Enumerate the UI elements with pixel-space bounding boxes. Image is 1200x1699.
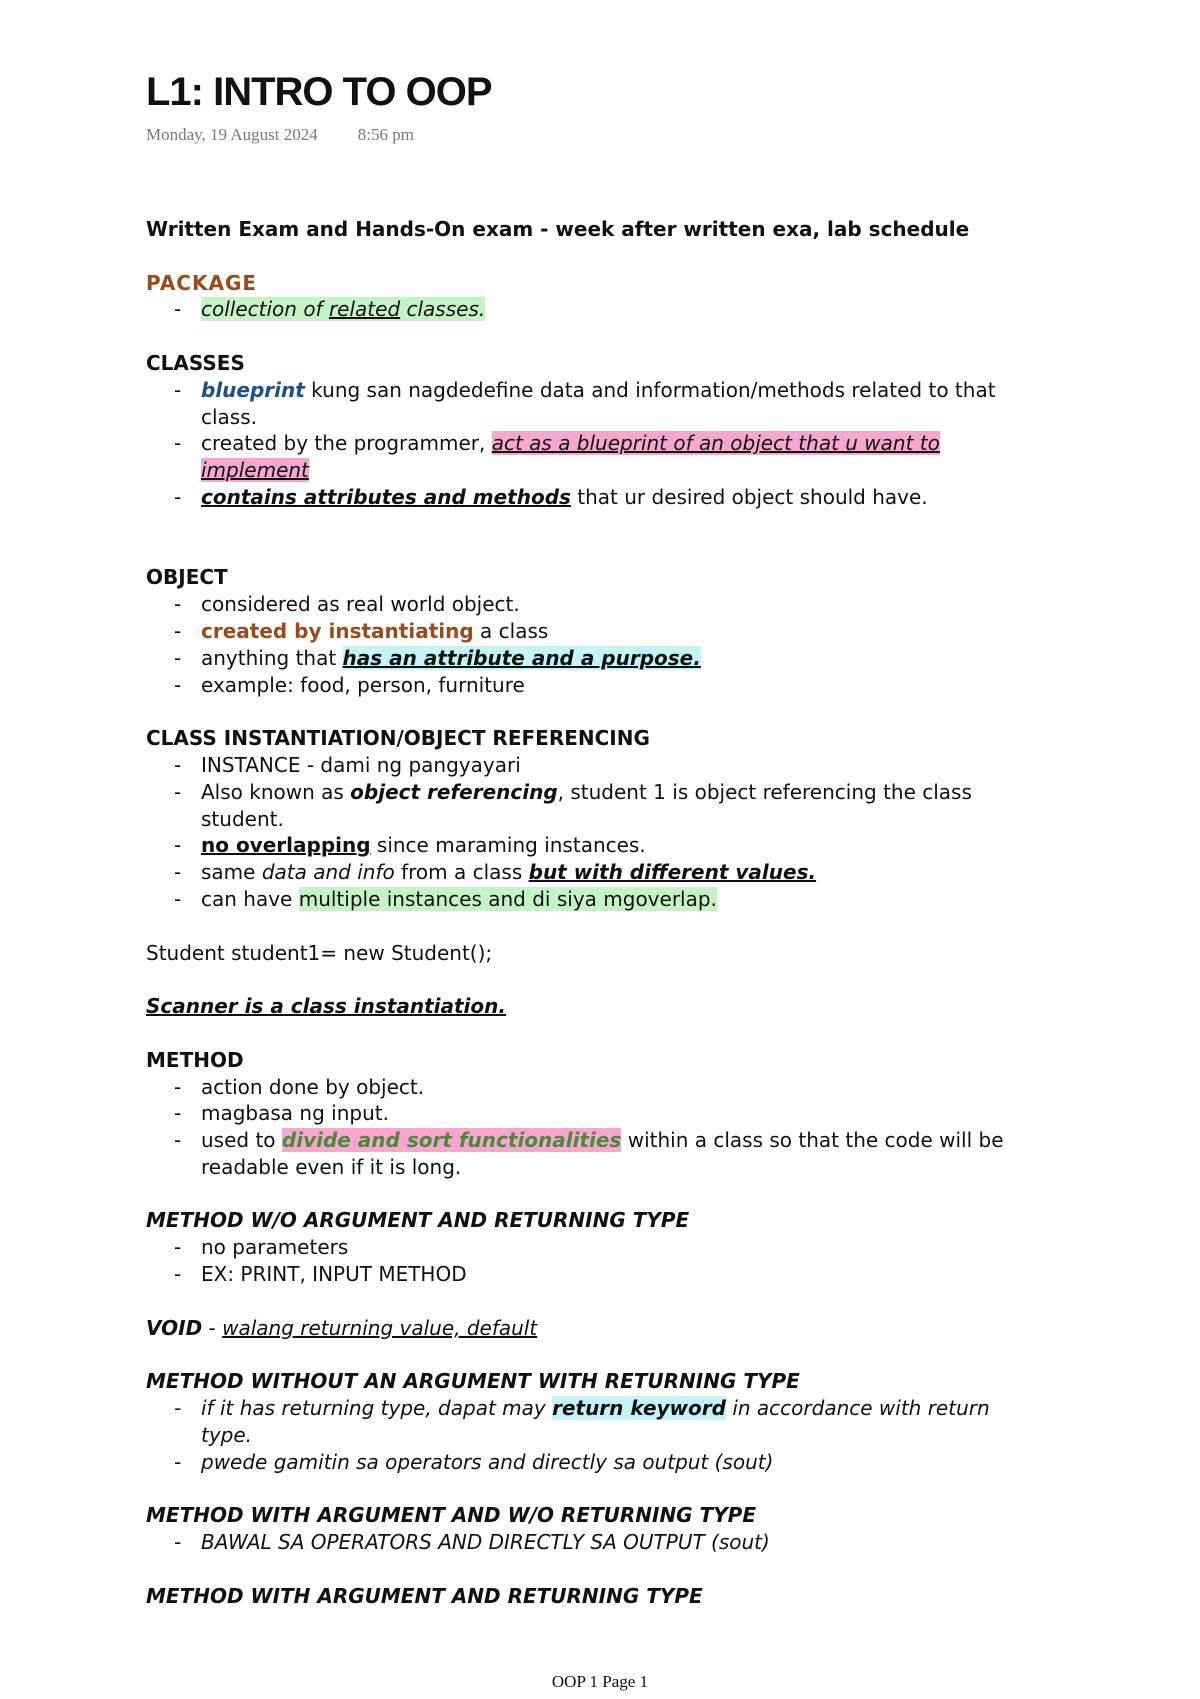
list-item: - same data and info from a class but with different values. xyxy=(146,859,1076,886)
list-item: - INSTANCE - dami ng pangyayari xyxy=(146,752,1076,779)
m2-list xyxy=(146,1395,1076,1475)
list-item: - used to divide and sort functionalities within a class so that the code will be readable even if it is long. xyxy=(146,1127,1076,1181)
list-item: - EX: PRINT, INPUT METHOD xyxy=(146,1261,1076,1288)
list-item: - action done by object. xyxy=(146,1074,1076,1101)
void-line: VOID - walang returning value, default xyxy=(146,1315,538,1340)
classes-heading: CLASSES xyxy=(146,350,245,375)
list-item: - contains attributes and methods that ur desired object should have. xyxy=(146,484,1076,511)
list-item: - created by instantiating a class xyxy=(146,618,1076,645)
m1-list xyxy=(146,1234,1076,1288)
note-meta xyxy=(146,124,1076,146)
classes-list xyxy=(146,377,1076,511)
method-list xyxy=(146,1074,1076,1181)
instantiation-heading: CLASS INSTANTIATION/OBJECT REFERENCING xyxy=(146,726,650,751)
list-item: - Also known as object referencing, student 1 is object referencing the class student. xyxy=(146,779,1076,833)
intro-line: Written Exam and Hands-On exam - week after written exa, lab schedule xyxy=(146,217,970,241)
package-heading: PACKAGE xyxy=(146,270,258,295)
list-item: - no overlapping since maraming instances. xyxy=(146,832,1076,859)
method-with-arg-no-return-heading: METHOD WITH ARGUMENT AND W/O RETURNING TYPE xyxy=(146,1503,756,1528)
page-title: L1: INTRO TO OOP xyxy=(146,70,492,114)
list-item: - BAWAL SA OPERATORS AND DIRECTLY SA OUTPUT (sout) xyxy=(146,1529,1076,1556)
list-item: - if it has returning type, dapat may return keyword in accordance with return type. xyxy=(146,1395,1076,1449)
scanner-line: Scanner is a class instantiation. xyxy=(146,994,506,1019)
list-item: - magbasa ng input. xyxy=(146,1100,1076,1127)
list-item: - considered as real world object. xyxy=(146,591,1076,618)
list-item: - blueprint kung san nagdedefine data and information/methods related to that class. xyxy=(146,377,1076,431)
method-no-arg-with-return-heading: METHOD WITHOUT AN ARGUMENT WITH RETURNING TYPE xyxy=(146,1369,800,1394)
list-item: - example: food, person, furniture xyxy=(146,672,1076,699)
list-item: - anything that has an attribute and a purpose. xyxy=(146,645,1076,672)
list-item: - created by the programmer, act as a blueprint of an object that u want to implement xyxy=(146,430,1076,484)
list-item: - no parameters xyxy=(146,1234,1076,1261)
list-item: - collection of related classes. xyxy=(146,296,1076,323)
method-heading: METHOD xyxy=(146,1047,244,1072)
page-footer: OOP 1 Page 1 xyxy=(551,1672,649,1691)
note-body xyxy=(146,216,1076,1609)
package-list xyxy=(146,296,1076,323)
list-item: - pwede gamitin sa operators and directly sa output (sout) xyxy=(146,1449,1076,1476)
object-list xyxy=(146,591,1076,698)
note-page xyxy=(146,66,1076,1609)
method-with-arg-with-return-heading: METHOD WITH ARGUMENT AND RETURNING TYPE xyxy=(146,1583,703,1608)
instantiation-list xyxy=(146,752,1076,913)
m3-list xyxy=(146,1529,1076,1556)
note-time: 8:56 pm xyxy=(357,125,414,144)
code-line: Student student1= new Student(); xyxy=(146,940,493,965)
method-no-arg-no-return-heading: METHOD W/O ARGUMENT AND RETURNING TYPE xyxy=(146,1208,690,1233)
note-date: Monday, 19 August 2024 xyxy=(146,125,318,144)
object-heading: OBJECT xyxy=(146,565,228,590)
list-item: - can have multiple instances and di siya mgoverlap. xyxy=(146,886,1076,913)
